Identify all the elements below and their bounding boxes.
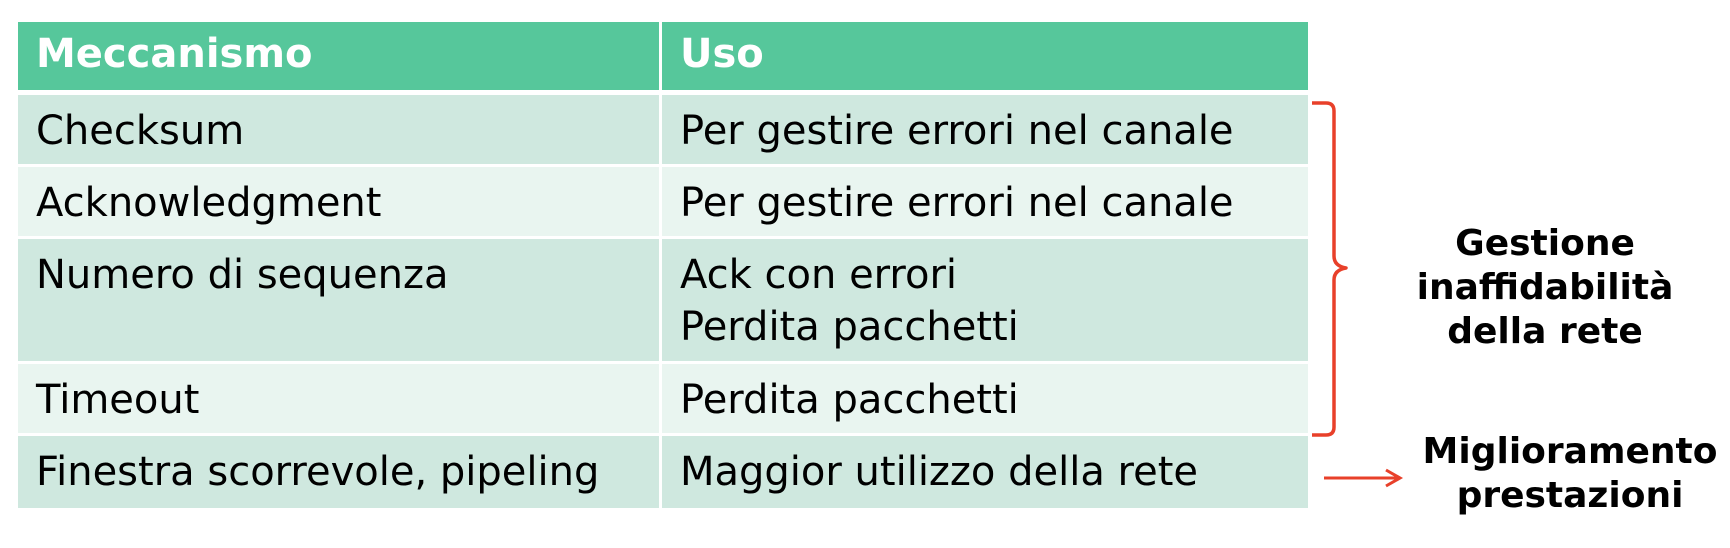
annotation-line: Gestione — [1455, 223, 1635, 264]
use-label: Perdita pacchetti — [680, 304, 1019, 350]
performance-annotation — [1420, 430, 1720, 518]
header-use-label: Uso — [680, 31, 764, 77]
table-row — [18, 436, 1308, 508]
mechanism-label: Numero di sequenza — [36, 252, 449, 298]
mechanism-cell — [18, 95, 662, 164]
mechanism-label: Acknowledgment — [36, 180, 382, 226]
mechanism-label: Finestra scorrevole, pipeling — [36, 449, 600, 495]
annotation-line: inaffidabilità — [1416, 267, 1674, 308]
mechanism-cell — [18, 436, 662, 508]
table-row — [18, 95, 1308, 164]
mechanism-label: Checksum — [36, 108, 245, 154]
mechanism-label: Timeout — [36, 377, 200, 423]
use-label: Perdita pacchetti — [680, 377, 1019, 423]
use-cell — [662, 239, 1308, 361]
mechanism-cell — [18, 167, 662, 236]
use-cell — [662, 436, 1308, 508]
use-label: Maggior utilizzo della rete — [680, 449, 1199, 495]
table-row — [18, 364, 1308, 433]
table-row — [18, 239, 1308, 361]
header-mechanism-label: Meccanismo — [36, 31, 313, 77]
use-cell — [662, 95, 1308, 164]
use-cell — [662, 167, 1308, 236]
annotation-line: Miglioramento — [1422, 431, 1718, 472]
use-label: Ack con errori — [680, 252, 958, 298]
header-use — [662, 22, 1308, 90]
table-header-row — [18, 22, 1308, 90]
use-label: Per gestire errori nel canale — [680, 108, 1234, 154]
mechanism-cell — [18, 364, 662, 433]
use-label: Per gestire errori nel canale — [680, 180, 1234, 226]
mechanism-cell — [18, 239, 662, 361]
annotation-line: della rete — [1447, 311, 1643, 352]
table-row — [18, 167, 1308, 236]
unreliability-annotation — [1400, 222, 1690, 354]
header-mechanism — [18, 22, 662, 90]
bracket-icon — [1312, 103, 1346, 435]
use-cell — [662, 364, 1308, 433]
arrow-head-icon — [1386, 470, 1400, 486]
annotation-line: prestazioni — [1456, 475, 1684, 516]
